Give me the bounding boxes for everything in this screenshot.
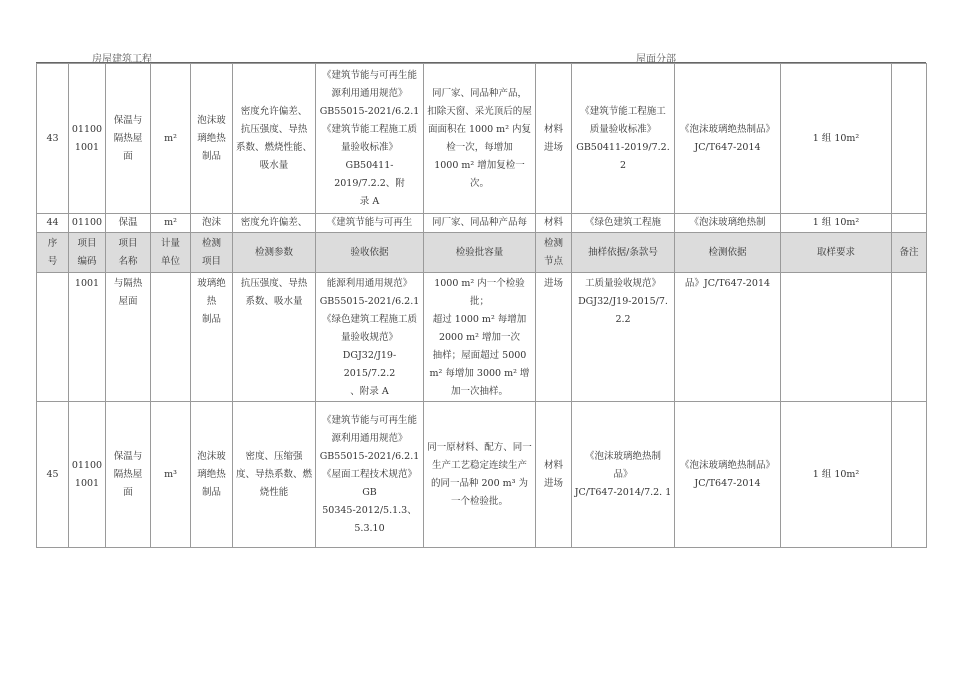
- cell-requirement: 1 组 10m²: [781, 64, 892, 214]
- cell-requirement: 1 组 10m²: [781, 214, 892, 233]
- column-header: 项目 编码: [69, 233, 106, 273]
- cell-params: 密度、压缩强 度、导热系数、燃 烧性能: [233, 402, 316, 548]
- cell-node: 材料: [536, 214, 572, 233]
- cell-item: 泡沫玻 璃绝热 制品: [191, 402, 233, 548]
- cell-item: 玻璃绝 热 制品: [191, 273, 233, 402]
- cell-item: 泡沫: [191, 214, 233, 233]
- column-header: 序 号: [37, 233, 69, 273]
- cell-requirement: 1 组 10m²: [781, 402, 892, 548]
- cell-batch: 同一原材料、配方、同一 生产工艺稳定连续生产 的同一品种 200 m³ 为 一个检验批。: [424, 402, 536, 548]
- cell-no: 43: [37, 64, 69, 214]
- cell-sampling: 《绿色建筑工程施: [572, 214, 675, 233]
- table-header-row: [37, 233, 927, 273]
- cell-name: 与隔热 屋面: [106, 273, 151, 402]
- cell-params: 密度允许偏差、 抗压强度、导热 系数、燃烧性能、 吸水量: [233, 64, 316, 214]
- cell-no: 45: [37, 402, 69, 548]
- cell-batch: 同厂家、同品种产品， 扣除天窗、采光顶后的屋 面面积在 1000 m² 内复 检一次，每增加 1000 m² 增加复检一次。: [424, 64, 536, 214]
- cell-method: 《泡沫玻璃绝热制品》 JC/T647-2014: [675, 402, 781, 548]
- cell-sampling: 《建筑节能工程施工 质量验收标准》 GB50411-2019/7.2. 2: [572, 64, 675, 214]
- cell-code: 01100 1001: [69, 402, 106, 548]
- cell-name: 保温与 隔热屋 面: [106, 64, 151, 214]
- cell-remark: [892, 64, 927, 214]
- cell-unit: m²: [151, 214, 191, 233]
- table-row: [37, 402, 927, 548]
- table-row: [37, 214, 927, 233]
- column-header: 备注: [892, 233, 927, 273]
- column-header: 检测 节点: [536, 233, 572, 273]
- cell-name: 保温: [106, 214, 151, 233]
- column-header: 检验批容量: [424, 233, 536, 273]
- cell-remark: [892, 402, 927, 548]
- cell-code: 01100 1001: [69, 64, 106, 214]
- cell-requirement: [781, 273, 892, 402]
- cell-method: 品》JC/T647-2014: [675, 273, 781, 402]
- header-project: 房屋建筑工程: [92, 54, 152, 65]
- cell-sampling: 《泡沫玻璃绝热制 品》 JC/T647-2014/7.2. 1: [572, 402, 675, 548]
- cell-name: 保温与 隔热屋 面: [106, 402, 151, 548]
- cell-batch: 1000 m² 内一个检验批； 超过 1000 m² 每增加 2000 m² 增加一次 抽样；屋面超过 5000 m² 每增加 3000 m² 增 加一次抽样。: [424, 273, 536, 402]
- cell-code: 01100: [69, 214, 106, 233]
- cell-basis: 《建筑节能与可再生能 源利用通用规范》 GB55015-2021/6.2.1 《屋面工程技术规范》 GB 50345-2012/5.1.3、 5.3.10: [316, 402, 424, 548]
- cell-batch: 同厂家、同品种产品每: [424, 214, 536, 233]
- cell-remark: [892, 273, 927, 402]
- cell-sampling: 工质量验收规范》 DGJ32/J19-2015/7. 2.2: [572, 273, 675, 402]
- cell-no: 44: [37, 214, 69, 233]
- column-header: 计量 单位: [151, 233, 191, 273]
- cell-code: 1001: [69, 273, 106, 402]
- cell-remark: [892, 214, 927, 233]
- cell-basis: 《建筑节能与可再生: [316, 214, 424, 233]
- cell-unit: m²: [151, 64, 191, 214]
- table-row: [37, 64, 927, 214]
- cell-params: 密度允许偏差、: [233, 214, 316, 233]
- cell-basis: 能源利用通用规范》 GB55015-2021/6.2.1 《绿色建筑工程施工质 量验收规范》 DGJ32/J19-2015/7.2.2 、附录 A: [316, 273, 424, 402]
- column-header: 检测依据: [675, 233, 781, 273]
- cell-basis: 《建筑节能与可再生能 源利用通用规范》 GB55015-2021/6.2.1 《建筑节能工程施工质 量验收标准》 GB50411-2019/7.2.2、附 录 A: [316, 64, 424, 214]
- cell-node: 材料 进场: [536, 402, 572, 548]
- cell-item: 泡沫玻 璃绝热 制品: [191, 64, 233, 214]
- column-header: 取样要求: [781, 233, 892, 273]
- table-row-continuation: [37, 273, 927, 402]
- inspection-table: [36, 63, 927, 548]
- cell-unit: [151, 273, 191, 402]
- column-header: 项目 名称: [106, 233, 151, 273]
- column-header: 抽样依据/条款号: [572, 233, 675, 273]
- cell-method: 《泡沫玻璃绝热制品》 JC/T647-2014: [675, 64, 781, 214]
- cell-method: 《泡沫玻璃绝热制: [675, 214, 781, 233]
- cell-node: 材料 进场: [536, 64, 572, 214]
- cell-node: 进场: [536, 273, 572, 402]
- cell-no: [37, 273, 69, 402]
- cell-params: 抗压强度、导热 系数、吸水量: [233, 273, 316, 402]
- column-header: 验收依据: [316, 233, 424, 273]
- column-header: 检测参数: [233, 233, 316, 273]
- cell-unit: m³: [151, 402, 191, 548]
- column-header: 检测 项目: [191, 233, 233, 273]
- header-division: 屋面分部: [636, 54, 676, 65]
